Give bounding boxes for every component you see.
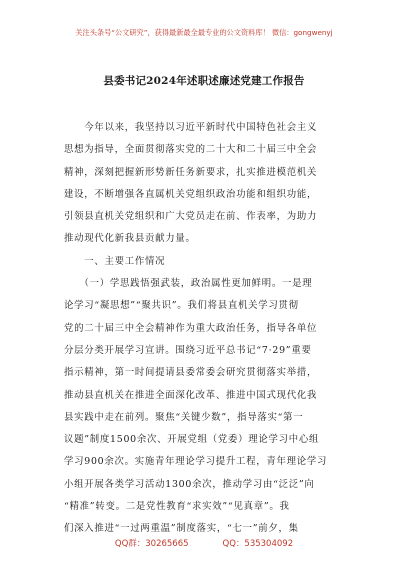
body-line: 引领县直机关党组织和广大党员走在前、作表率，为助力 — [64, 211, 318, 223]
body-line: “精准”转变。二是党性教育“求实效”“见真章”。我 — [64, 501, 290, 513]
document-title: 县委书记2024年述职述廉述党建工作报告 — [103, 75, 305, 87]
body-line: 小组开展各类学习活动1300余次，推动学习由“泛泛”向 — [64, 478, 315, 490]
body-line: 学习900余次。实施青年理论学习提升工程，青年理论学习 — [64, 456, 328, 468]
body-line: 县实践中走在前列。聚焦“关键少数”，指导落实“第一 — [64, 411, 304, 423]
promo-text: 关注头条号“公文研究”，获得最新最全最专业的公文资料库！ 微信：gongwenyj — [75, 28, 333, 37]
body-line: 分层分类开展学习宣讲。围绕习近平总书记“7·29”重要 — [64, 344, 312, 356]
section-heading: 一、主要工作情况 — [64, 255, 166, 267]
body-line: 推动现代化新我县贡献力量。 — [64, 233, 196, 245]
document-body — [64, 117, 350, 541]
qq-contact-text: QQ：535304092 — [222, 539, 294, 549]
qq-group-text: QQ群：30265665 — [114, 539, 189, 549]
footer-contact — [0, 537, 408, 549]
body-line: 党的二十届三中全会精神作为重大政治任务，指导各单位 — [64, 322, 318, 334]
body-line: 思想为指导，全面贯彻落实党的二十大和二十届三中全会 — [64, 144, 318, 156]
body-line: （一）学思践悟强武装，政治属性更加鲜明。一是理 — [64, 278, 313, 290]
body-line: 建设，不断增强各直属机关党组织政治功能和组织功能， — [64, 188, 318, 200]
header-banner — [0, 0, 408, 62]
body-line: 论学习“凝思想”“聚共识”。我们将县直机关学习贯彻 — [64, 300, 299, 312]
body-line: 们深入推进“一过两重温”制度落实，“七一”前夕，集 — [64, 523, 299, 535]
body-line: 推动县直机关在推进全面深化改革、推进中国式现代化我 — [64, 389, 318, 401]
body-line: 今年以来，我坚持以习近平新时代中国特色社会主义 — [64, 122, 318, 133]
body-line: 议题”制度1500余次、开展党组（党委）理论学习中心组 — [64, 434, 320, 446]
body-line: 精神，深刻把握新形势新任务新要求，扎实推进模范机关 — [64, 166, 318, 178]
body-line: 指示精神，第一时间提请县委常委会研究贯彻落实举措， — [64, 367, 318, 379]
